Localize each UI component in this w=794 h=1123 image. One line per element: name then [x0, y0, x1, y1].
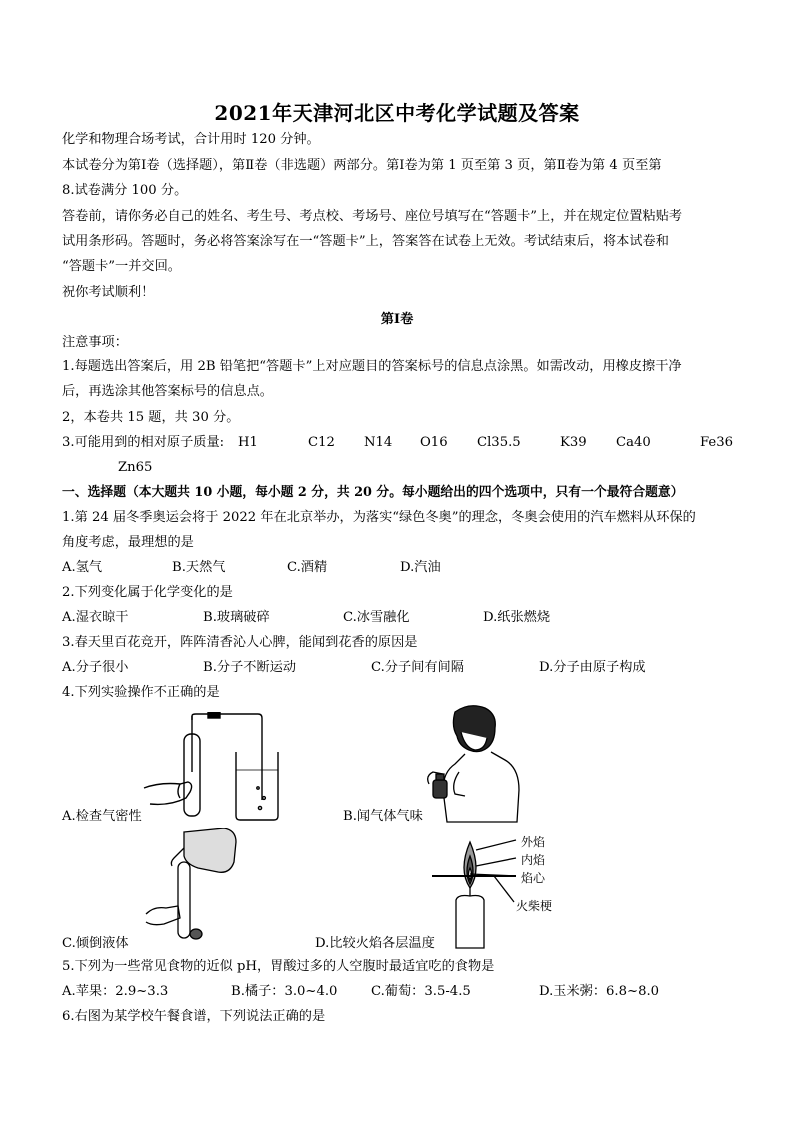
intro-line: 祝你考试顺利！ [62, 285, 155, 300]
question-stem: 3.春天里百花竞开，阵阵清香沁人心脾，能闻到花香的原因是 [62, 635, 418, 650]
intro-line: 试用条形码。答题时，务必将答案涂写在一“答题卡”上，答案答在试卷上无效。考试结束后，将本试卷和 [62, 234, 669, 249]
notes-line: 2，本卷共 15 题，共 30 分。 [62, 410, 240, 425]
option-b: B.闻气体气味 [343, 809, 423, 824]
option-b: B.玻璃破碎 [203, 610, 270, 625]
option-c: C.倾倒液体 [62, 936, 129, 951]
question-stem: 5.下列为一些常见食物的近似 pH，胃酸过多的人空腹时最适宜吃的食物是 [62, 959, 495, 974]
option-d: D.汽油 [400, 560, 441, 575]
atomic-mass: Ca40 [616, 435, 651, 450]
option-c: C.分子间有间隔 [371, 660, 464, 675]
option-b: B.天然气 [172, 560, 226, 575]
intro-line: 本试卷分为第Ⅰ卷（选择题），第Ⅱ卷（非选题）两部分。第Ⅰ卷为第 1 页至第 3 页，第Ⅱ卷为第 4 页至第 [62, 158, 662, 173]
intro-line: 答卷前，请你务必自己的姓名、考生号、考点校、考场号、座位号填写在“答题卡”上，并在规定位置粘贴考 [62, 209, 683, 224]
page-title: 2021年天津河北区中考化学试题及答案 [214, 101, 580, 125]
smelling-gas-illustration [425, 702, 527, 826]
option-a: A.湿衣晾干 [62, 610, 129, 625]
atomic-mass: Cl35.5 [477, 435, 521, 450]
notes-line: 3.可能用到的相对原子质量: [62, 435, 225, 450]
option-a: A.分子很小 [62, 660, 129, 675]
option-b: B.分子不断运动 [203, 660, 297, 675]
intro-line: 化学和物理合场考试，合计用时 120 分钟。 [62, 132, 320, 147]
option-c: C.葡萄：3.5-4.5 [371, 984, 471, 999]
flame-label-outer: 外焰 [521, 835, 546, 849]
option-a: A.氢气 [62, 560, 103, 575]
notes-line: 1.每题选出答案后，用 2B 铅笔把“答题卡”上对应题目的答案标号的信息点涂黑。如需改动，用橡皮擦干净 [62, 359, 682, 374]
section-heading: 一、选择题（本大题共 10 小题，每小题 2 分，共 20 分。每小题给出的四个选项中，只有一个最符合题意） [62, 485, 684, 500]
option-d: D.纸张燃烧 [483, 610, 551, 625]
option-c: C.冰雪融化 [343, 610, 410, 625]
intro-line: “答题卡”一并交回。 [62, 259, 181, 274]
flame-label-core: 焰心 [521, 871, 546, 885]
option-b: B.橘子：3.0~4.0 [231, 984, 338, 999]
flame-label-inner: 内焰 [521, 853, 546, 867]
volume-title: 第Ⅰ卷 [380, 312, 414, 327]
pouring-liquid-illustration [140, 828, 240, 942]
atomic-mass: O16 [420, 435, 448, 450]
atomic-mass: Zn65 [118, 460, 153, 475]
atomic-mass: C12 [308, 435, 335, 450]
notes-heading: 注意事项： [62, 335, 128, 350]
intro-line: 8.试卷满分 100 分。 [62, 183, 188, 198]
atomic-mass: K39 [560, 435, 587, 450]
question-stem: 角度考虑，最理想的是 [62, 535, 194, 550]
question-stem: 2.下列变化属于化学变化的是 [62, 585, 233, 600]
atomic-mass: N14 [364, 435, 393, 450]
atomic-mass: H1 [238, 435, 258, 450]
atomic-mass: Fe36 [700, 435, 734, 450]
option-c: C.酒精 [287, 560, 328, 575]
option-d: D.玉米粥：6.8~8.0 [539, 984, 660, 999]
question-stem: 1.第 24 届冬季奥运会将于 2022 年在北京举办，为落实“绿色冬奥”的理念，冬奥会使用的汽车燃料从环保的 [62, 510, 696, 525]
airtightness-check-illustration [140, 712, 280, 824]
option-a: A.检查气密性 [62, 809, 142, 824]
option-d: D.比较火焰各层温度 [315, 936, 435, 951]
option-a: A.苹果：2.9~3.3 [62, 984, 169, 999]
flame-label-matchstick: 火柴梗 [516, 899, 553, 913]
flame-layers-illustration [430, 830, 570, 952]
question-stem: 6.右图为某学校午餐食谱，下列说法正确的是 [62, 1009, 326, 1024]
notes-line: 后，再选涂其他答案标号的信息点。 [62, 384, 273, 399]
option-d: D.分子由原子构成 [539, 660, 646, 675]
question-stem: 4.下列实验操作不正确的是 [62, 685, 220, 700]
